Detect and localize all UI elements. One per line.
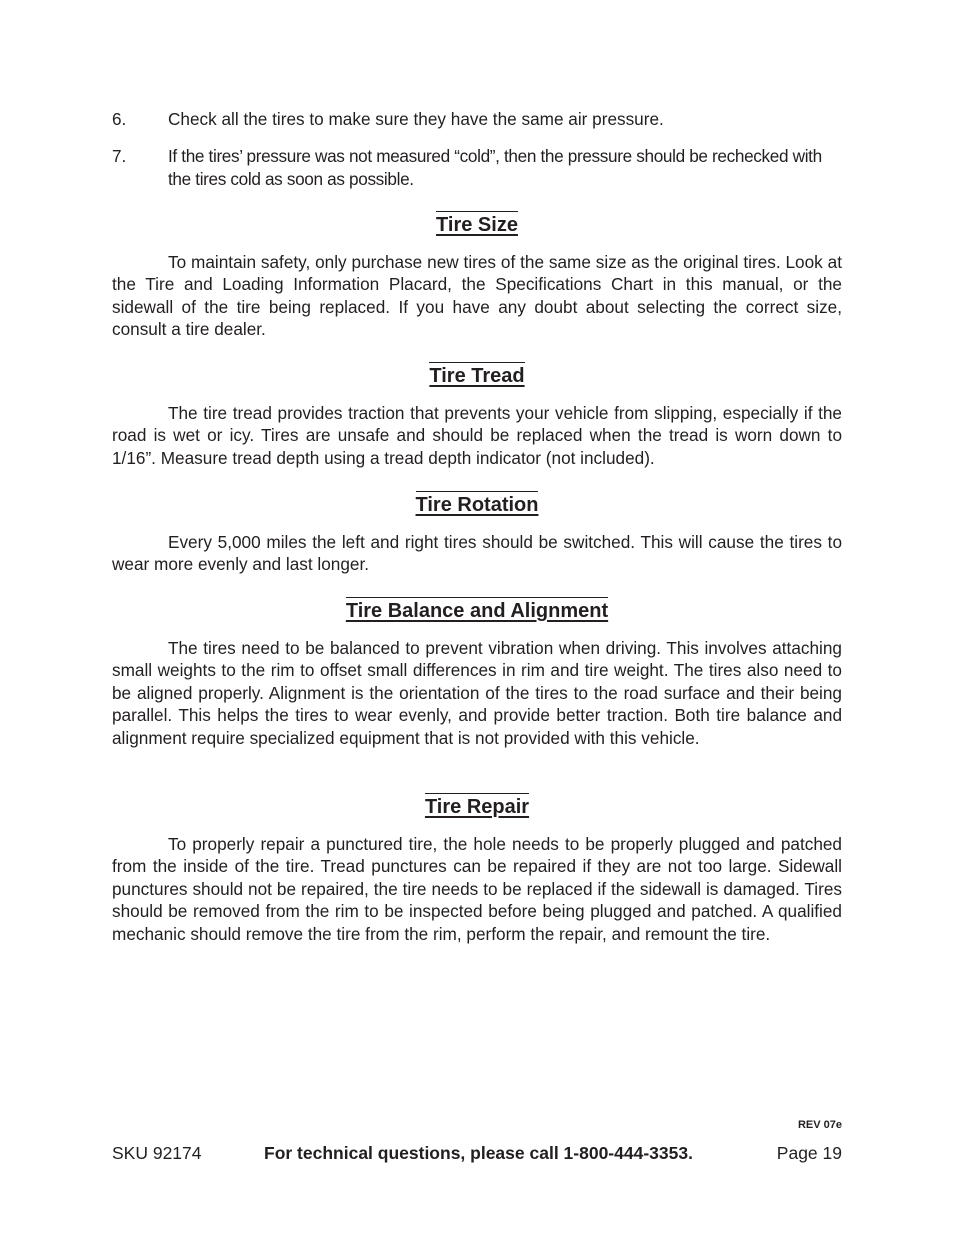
footer-help-line: For technical questions, please call 1-800-444-3353. xyxy=(264,1143,693,1163)
list-text: Check all the tires to make sure they have the same air pressure. xyxy=(168,109,664,129)
list-item xyxy=(112,145,842,190)
section-title-tire-tread: Tire Tread xyxy=(0,362,954,388)
paragraph-tire-repair: To properly repair a punctured tire, the hole needs to be properly plugged and patched from the inside of the tire. Tread punctures can be repaired if they are not too large. Sidewall punctures should not be repaired, the tire needs to be replaced if the sidewall is damaged. Tires should be removed from the rim to be inspected before being plugged and patched. A qualified mechanic should remove the tire from the rim, perform the repair, and remount the tire. xyxy=(112,834,842,944)
section-title-tire-balance: Tire Balance and Alignment xyxy=(0,597,954,623)
footer-page-number: Page 19 xyxy=(776,1143,842,1163)
footer-sku: SKU 92174 xyxy=(112,1143,202,1163)
list-number: 6. xyxy=(112,109,127,129)
paragraph-tire-rotation: Every 5,000 miles the left and right tires should be switched. This will cause the tires to wear more evenly and last longer. xyxy=(112,532,842,575)
list-number: 7. xyxy=(112,146,127,166)
revision-label: REV 07e xyxy=(797,1119,842,1131)
paragraph-tire-size: To maintain safety, only purchase new tires of the same size as the original tires. Look at the Tire and Loading Information Placard, the Specifications Chart in this manual, or the sidewall of the tire being replaced. If you have any doubt about selecting the correct size, consult a tire dealer. xyxy=(112,252,842,340)
list-item xyxy=(112,108,842,131)
list-text: If the tires’ pressure was not measured “cold”, then the pressure should be rechecked with the tires cold as soon as possible. xyxy=(168,146,822,189)
paragraph-tire-balance: The tires need to be balanced to prevent vibration when driving. This involves attaching small weights to the rim to offset small differences in rim and tire weight. The tires also need to be aligned properly. Alignment is the orientation of the tires to the road surface and their being parallel. This helps the tires to wear evenly, and provide better traction. Both tire balance and alignment require specialized equipment that is not provided with this vehicle. xyxy=(112,638,842,748)
paragraph-tire-tread: The tire tread provides traction that prevents your vehicle from slipping, especially if the road is wet or icy. Tires are unsafe and should be replaced when the tread is worn down to 1/16”. Measure tread depth using a tread depth indicator (not included). xyxy=(112,403,842,468)
section-title-tire-rotation: Tire Rotation xyxy=(0,491,954,517)
section-title-tire-size: Tire Size xyxy=(0,211,954,237)
section-title-tire-repair: Tire Repair xyxy=(0,793,954,819)
